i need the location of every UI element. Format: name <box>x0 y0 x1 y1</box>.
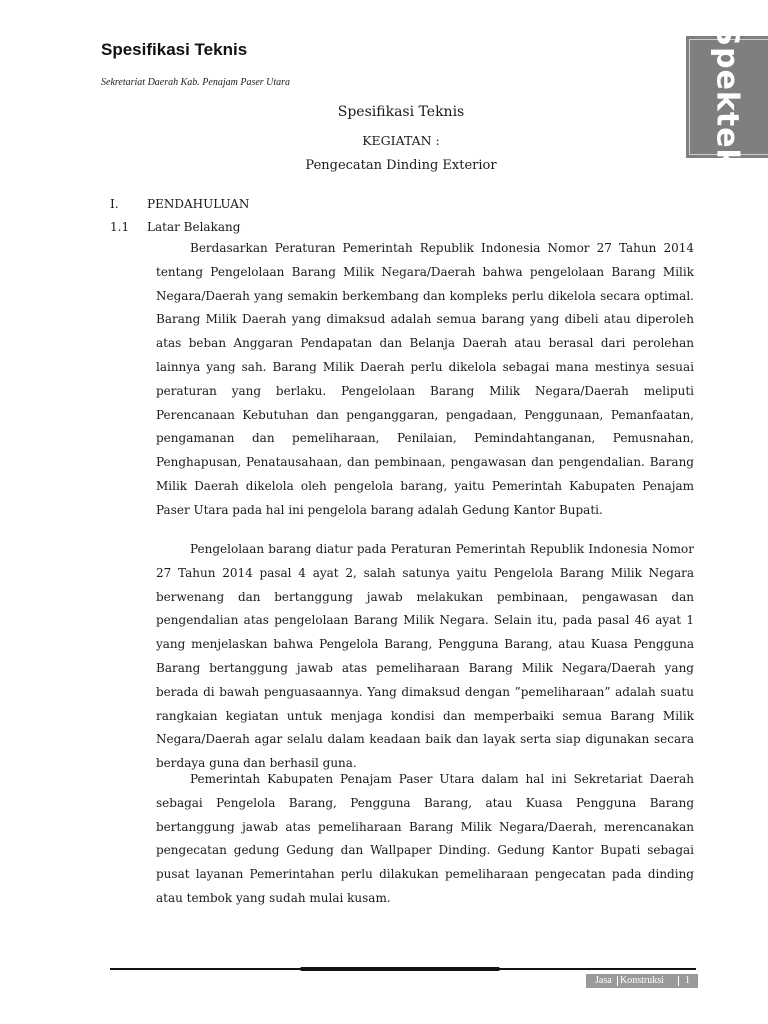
paragraph-2: Pengelolaan barang diatur pada Peraturan Pemerintah Republik Indonesia Nomor 27 Tahun 2014 pasal 4 ayat 2, salah satunya yaitu Pengelola Barang Milik Negara berwenang dan bertanggung jawab melakukan pembinaan, pengawasan dan pengendalian atas pengelolaan Barang Milik Negara. Selain itu, pada pasal 46 ayat 1 yang menjelaskan bahwa Pengelola Barang, Pengguna Barang, atau Kuasa Pengguna Barang bertanggung jawab atas pemeliharaan Barang Milik Negara/Daerah yang berada di bawah penguasaannya. Yang dimaksud dengan ”pemeliharaan” adalah suatu rangkaian kegiatan untuk menjaga kondisi dan memperbaiki semua Barang Milik Negara/Daerah agar selalu dalam keadaan baik dan layak serta siap digunakan secara berdaya guna dan berhasil guna. <box>156 542 694 771</box>
footer-rule-accent <box>300 967 500 971</box>
section-title: PENDAHULUAN <box>147 197 250 211</box>
subsection-number: 1.1 <box>110 220 130 234</box>
page-number: 1 <box>685 975 690 986</box>
header-subtitle: Sekretariat Daerah Kab. Penajam Paser Utara <box>101 77 291 88</box>
footer-word-jasa: Jasa <box>595 975 612 986</box>
footer-divider <box>678 976 679 986</box>
kegiatan-name: Pengecatan Dinding Exterior <box>305 158 497 173</box>
header-title: Spesifikasi Teknis <box>101 40 248 59</box>
paragraph-3: Pemerintah Kabupaten Penajam Paser Utara dalam hal ini Sekretariat Daerah sebagai Pengelola Barang, Pengguna Barang, atau Kuasa Pengguna Barang bertanggung jawab atas pemeliharaan Barang Milik Negara/Daerah, merencanakan pengecatan gedung Gedung dan Wallpaper Dinding. Gedung Kantor Bupati sebagai pusat layanan Pemerintahan perlu dilakukan pemeliharaan pengecatan pada dinding atau tembok yang sudah mulai kusam. <box>156 772 694 905</box>
document-title: Spesifikasi Teknis <box>337 104 465 120</box>
footer-label <box>586 974 698 988</box>
footer-divider <box>617 976 618 986</box>
subsection-title: Latar Belakang <box>147 220 241 234</box>
tab-label: Spektek <box>709 24 745 170</box>
paragraph-1: Berdasarkan Peraturan Pemerintah Republik Indonesia Nomor 27 Tahun 2014 tentang Pengelolaan Barang Milik Negara/Daerah bahwa pengelolaan Barang Milik Negara/Daerah yang semakin berkembang dan kompleks perlu dikelola secara optimal. Barang Milik Daerah yang dimaksud adalah semua barang yang dibeli atau diperoleh atas beban Anggaran Pendapatan dan Belanja Daerah atau berasal dari perolehan lainnya yang sah. Barang Milik Daerah perlu dikelola sebagai mana mestinya sesuai peraturan yang berlaku. Pengelolaan Barang Milik Negara/Daerah meliputi Perencanaan Kebutuhan dan penganggaran, pengadaan, Penggunaan, Pemanfaatan, pengamanan dan pemeliharaan, Penilaian, Pemindahtanganan, Pemusnahan, Penghapusan, Penatausahaan, dan pembinaan, pengawasan dan pengendalian. Barang Milik Daerah dikelola oleh pengelola barang, yaitu Pemerintah Kabupaten Penajam Paser Utara pada hal ini pengelola barang adalah Gedung Kantor Bupati. <box>156 241 694 517</box>
kegiatan-label: KEGIATAN : <box>362 133 440 148</box>
footer-word-konstruksi: Konstruksi <box>620 975 664 986</box>
section-number: I. <box>110 197 119 211</box>
